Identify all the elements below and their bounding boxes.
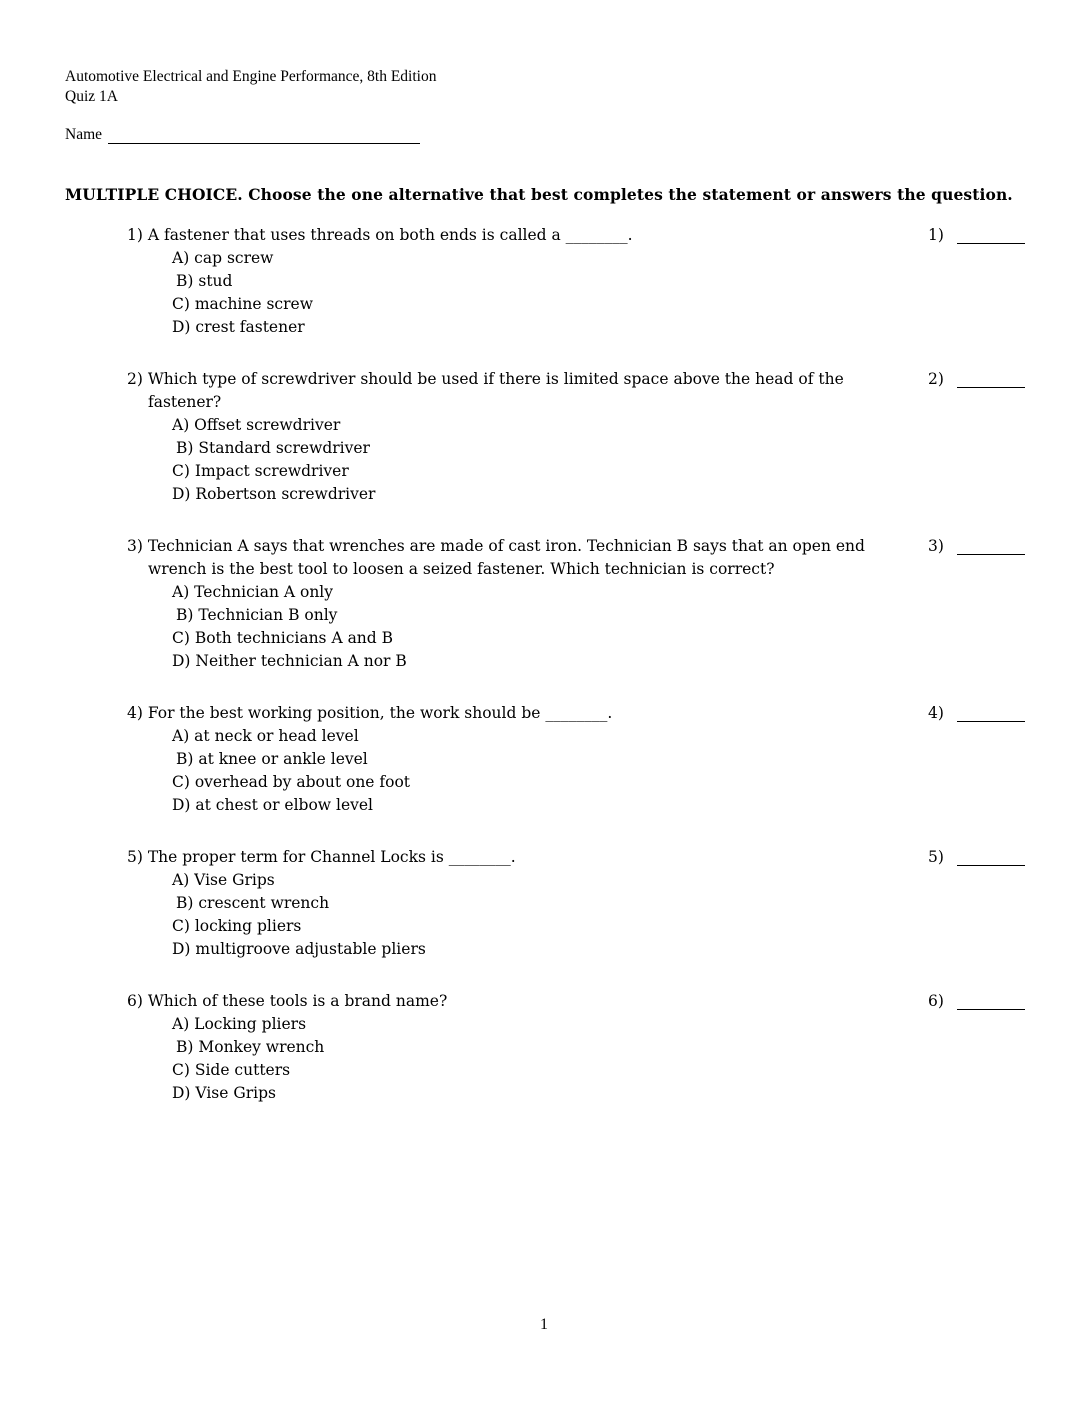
answer-option: D) multigroove adjustable pliers	[172, 940, 426, 958]
answer-option: A) Technician A only	[172, 583, 334, 601]
question-text: 3) Technician A says that wrenches are made of cast iron. Technician B says that an open end wrench is the best tool to loosen a seized fastener. Which technician is correct?	[127, 537, 865, 578]
answer-option: C) locking pliers	[172, 917, 302, 935]
question-text: 5) The proper term for Channel Locks is ________.	[127, 848, 516, 866]
answer-option: C) overhead by about one foot	[172, 773, 411, 791]
answer-blank[interactable]	[957, 865, 1025, 866]
question	[127, 702, 917, 817]
answer-option: C) Both technicians A and B	[172, 629, 394, 647]
question	[127, 368, 917, 506]
answer-option: C) Impact screwdriver	[172, 462, 349, 480]
question	[127, 535, 917, 673]
answer-option: B) stud	[176, 272, 233, 290]
answer-option: B) Standard screwdriver	[176, 439, 370, 457]
answer-option: D) Robertson screwdriver	[172, 485, 376, 503]
answer-option: A) Vise Grips	[172, 871, 275, 889]
instructions: MULTIPLE CHOICE. Choose the one alternative that best completes the statement or answers the question.	[65, 185, 1013, 204]
question	[127, 846, 917, 961]
answer-option: A) Locking pliers	[172, 1015, 307, 1033]
document-title: Automotive Electrical and Engine Performance, 8th Edition	[65, 68, 437, 85]
answer-option: B) at knee or ankle level	[176, 750, 368, 768]
answer-number: 3)	[928, 537, 944, 555]
answer-option: D) crest fastener	[172, 318, 305, 336]
answer-number: 2)	[928, 370, 944, 388]
answer-option: B) Technician B only	[176, 606, 338, 624]
question-text: 6) Which of these tools is a brand name?	[127, 992, 448, 1010]
name-label: Name	[65, 126, 103, 143]
answer-blank[interactable]	[957, 243, 1025, 244]
page-number: 1	[540, 1316, 548, 1333]
answer-blank[interactable]	[957, 1009, 1025, 1010]
answer-number: 5)	[928, 848, 944, 866]
answer-number: 4)	[928, 704, 944, 722]
answer-option: C) machine screw	[172, 295, 313, 313]
answer-option: D) Vise Grips	[172, 1084, 276, 1102]
question-text: 2) Which type of screwdriver should be used if there is limited space above the head of the fastener?	[127, 370, 844, 411]
answer-number: 6)	[928, 992, 944, 1010]
answer-option: D) Neither technician A nor B	[172, 652, 407, 670]
answer-number: 1)	[928, 226, 944, 244]
answer-option: A) at neck or head level	[172, 727, 359, 745]
answer-option: D) at chest or elbow level	[172, 796, 374, 814]
name-field[interactable]	[108, 143, 420, 144]
question-text: 1) A fastener that uses threads on both ends is called a ________.	[127, 226, 633, 244]
answer-option: C) Side cutters	[172, 1061, 291, 1079]
answer-blank[interactable]	[957, 554, 1025, 555]
answer-option: A) cap screw	[172, 249, 274, 267]
answer-blank[interactable]	[957, 387, 1025, 388]
answer-option: B) crescent wrench	[176, 894, 330, 912]
answer-option: B) Monkey wrench	[176, 1038, 325, 1056]
question	[127, 990, 917, 1105]
quiz-title: Quiz 1A	[65, 88, 118, 105]
answer-option: A) Offset screwdriver	[172, 416, 341, 434]
question-text: 4) For the best working position, the work should be ________.	[127, 704, 613, 722]
answer-blank[interactable]	[957, 721, 1025, 722]
question	[127, 224, 917, 339]
